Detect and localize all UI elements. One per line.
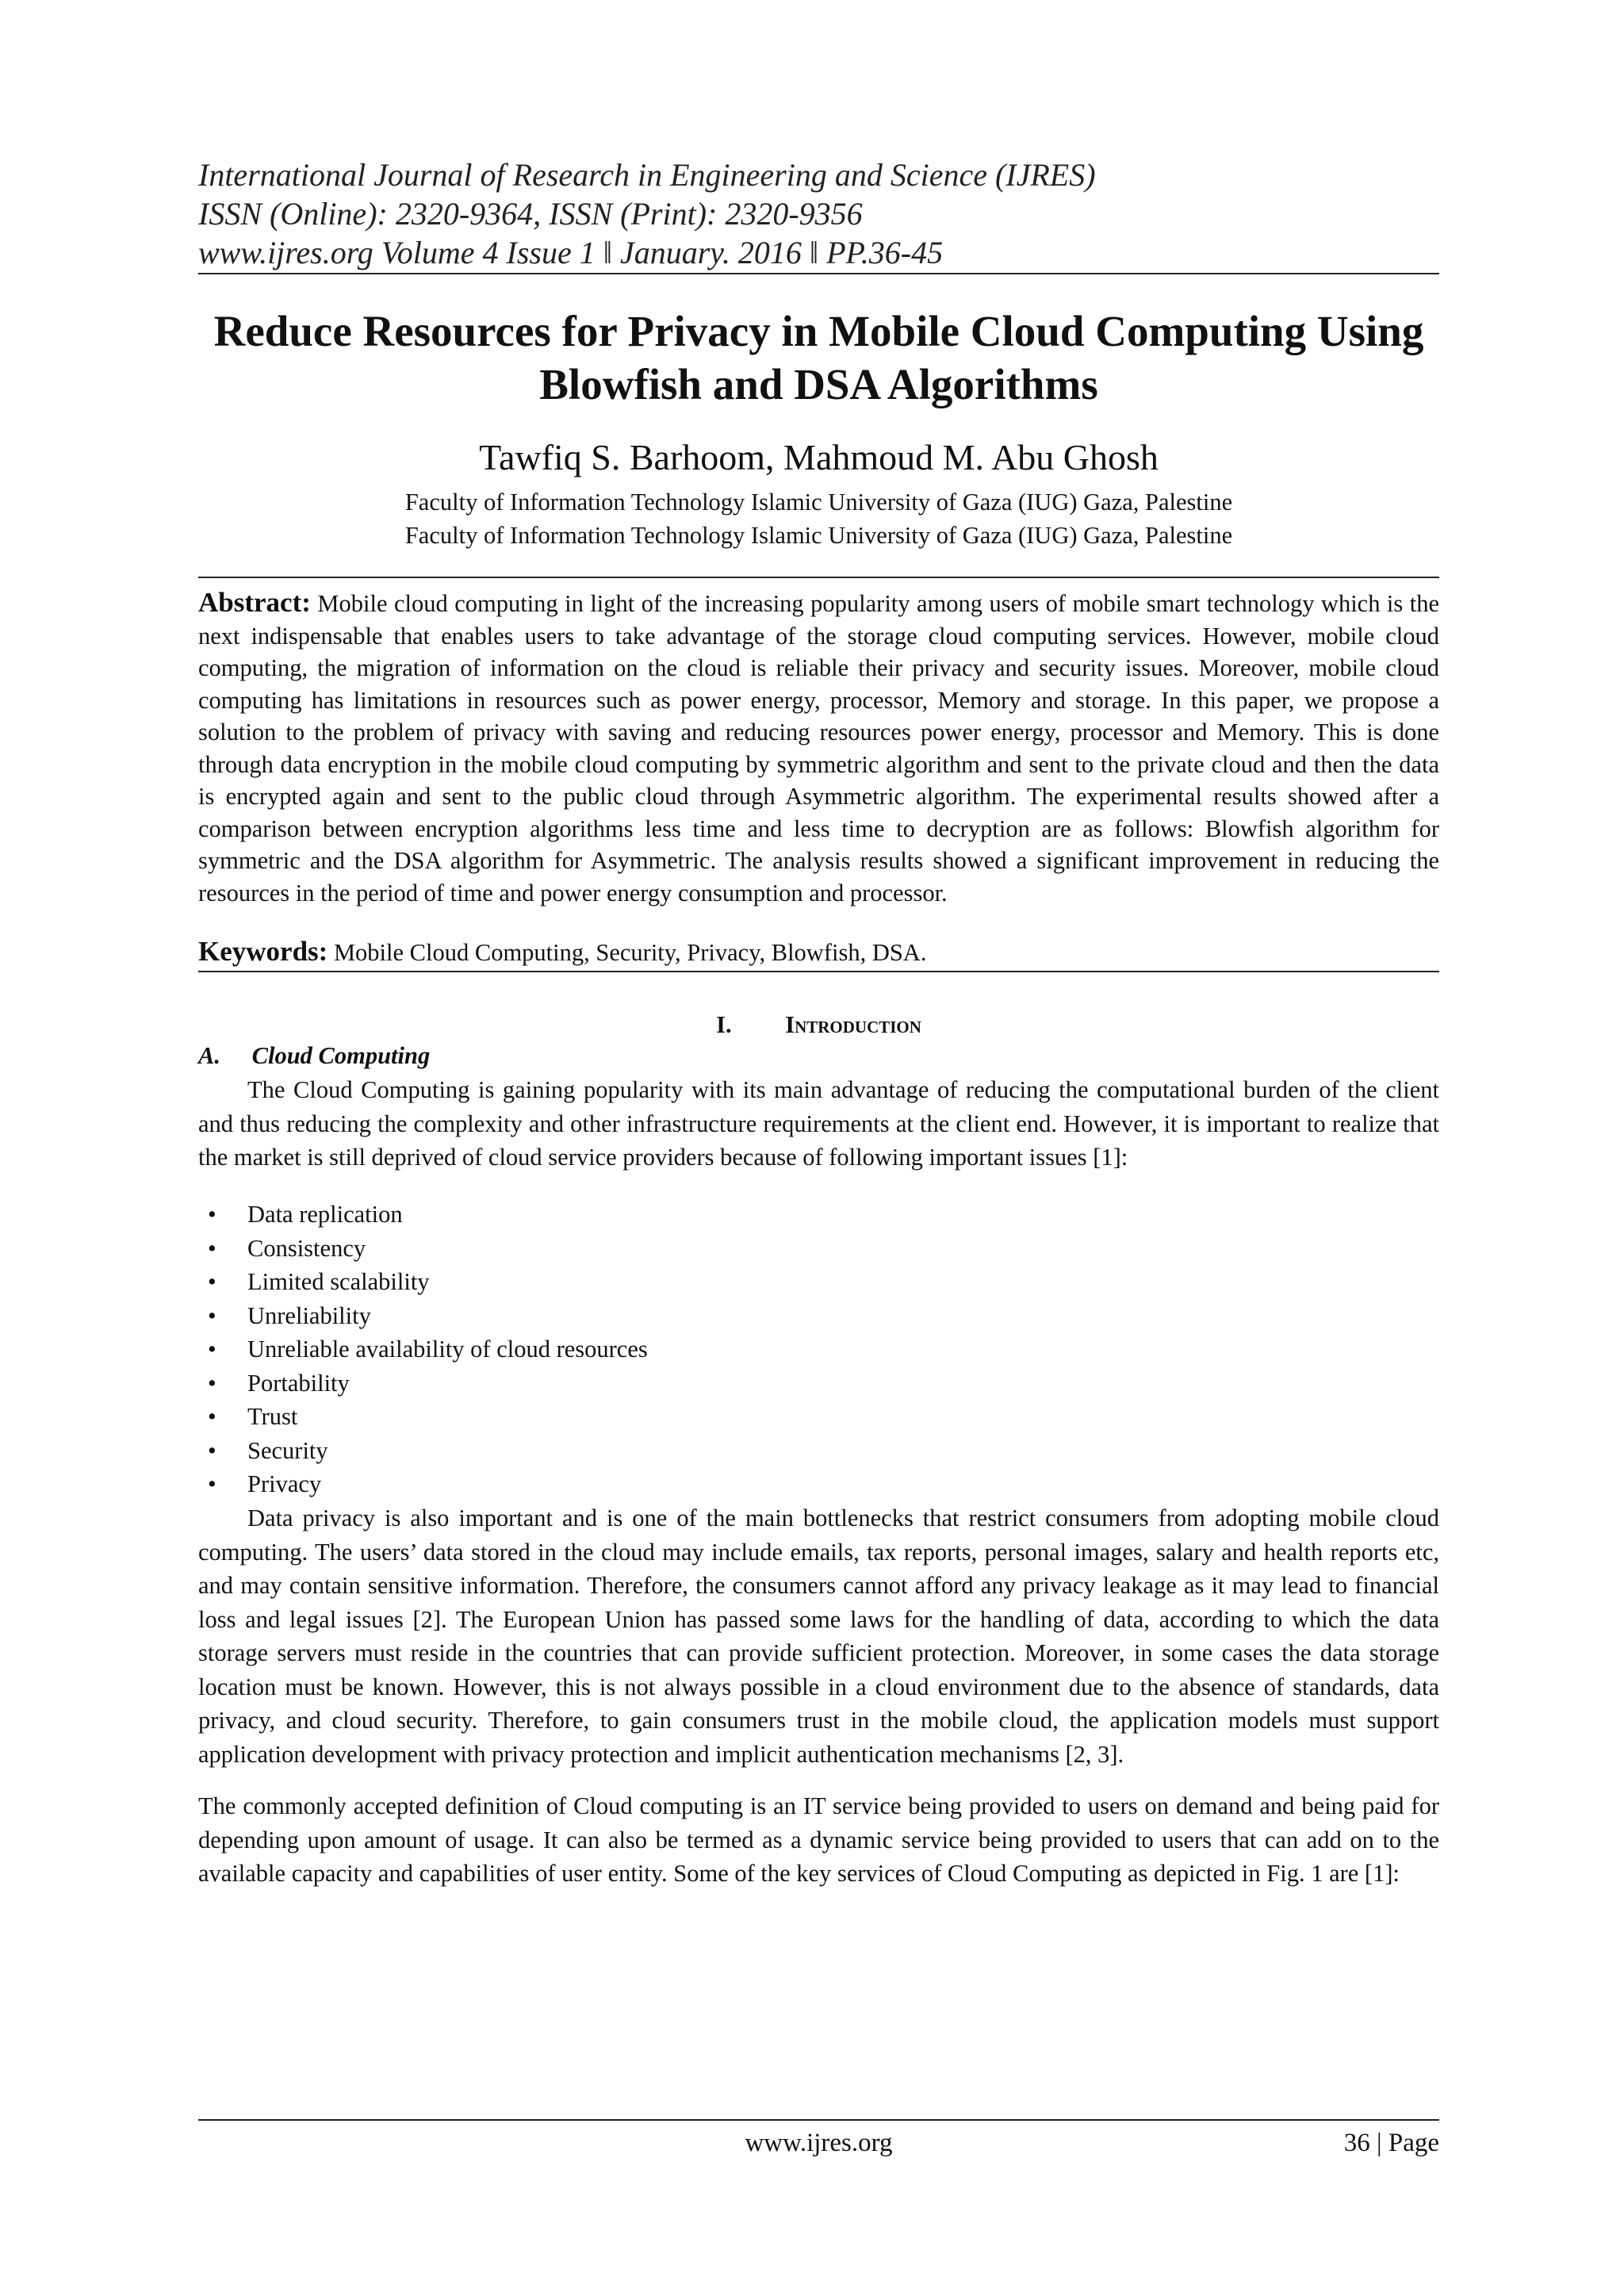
abstract-text: Mobile cloud computing in light of the increasing popularity among users of mobile smart technology which is the next indispensable that enables users to take advantage of the storage cloud computing services. However, mobile cloud computing, the migration of information on the cloud is reliable their privacy and security issues. Moreover, mobile cloud computing has limitations in resources such as power energy, processor, Memory and storage. In this paper, we propose a solution to the problem of privacy with saving and reducing resources power energy, processor and Memory. This is done through data encryption in the mobile cloud computing by symmetric algorithm and sent to the private cloud and then the data is encrypted again and sent to the public cloud through Asymmetric algorithm. The experimental results showed after a comparison between encryption algorithms less time and less time to decryption are as follows: Blowfish algorithm for symmetric and the DSA algorithm for Asymmetric. The analysis results showed a significant improvement in reducing the resources in the period of time and power energy consumption and processor. <box>198 590 1440 907</box>
paper-title-line-1: Reduce Resources for Privacy in Mobile Cloud Computing Using <box>213 307 1424 355</box>
list-item-text: Unreliability <box>247 1301 371 1329</box>
list-item <box>198 1366 1439 1401</box>
affiliation-2: Faculty of Information Technology Islamic University of Gaza (IUG) Gaza, Palestine <box>404 522 1233 549</box>
intro-paragraph-1: The Cloud Computing is gaining popularity with its main advantage of reducing the computational burden of the client and thus reducing the complexity and other infrastructure requirements at the client end. However, it is important to realize that the market is still deprived of cloud service providers because of following important issues [1]: <box>198 1076 1439 1171</box>
bullet-icon: • <box>208 1369 216 1397</box>
subsection-heading <box>198 1040 430 1071</box>
list-item-text: Unreliable availability of cloud resources <box>247 1336 648 1363</box>
keywords-label: Keywords: <box>198 936 328 967</box>
bullet-icon: • <box>208 1301 216 1329</box>
section-heading <box>198 1009 1439 1041</box>
bullet-icon: • <box>208 1268 216 1295</box>
bullet-icon: • <box>208 1336 216 1363</box>
paper-title-line-2: Blowfish and DSA Algorithms <box>539 360 1098 408</box>
affiliation-1: Faculty of Information Technology Islamic University of Gaza (IUG) Gaza, Palestine <box>404 489 1233 516</box>
abstract-bottom-rule <box>198 971 1439 972</box>
header-rule <box>198 273 1439 274</box>
journal-issue: www.ijres.org Volume 4 Issue 1 ǁ January. 2016 ǁ PP.36-45 <box>198 235 944 270</box>
list-item-text: Portability <box>247 1369 350 1397</box>
bullet-icon: • <box>208 1201 216 1228</box>
footer-url: www.ijres.org <box>745 2129 893 2157</box>
list-item <box>198 1332 1439 1366</box>
bullet-icon: • <box>208 1436 216 1464</box>
journal-name: International Journal of Research in Engineering and Science (IJRES) <box>198 157 1096 193</box>
page-number: 36 | Page <box>1343 2129 1439 2157</box>
bullet-icon: • <box>208 1234 216 1262</box>
list-item-text: Data replication <box>247 1201 403 1228</box>
list-item-text: Security <box>247 1436 328 1464</box>
list-item <box>198 1434 1439 1468</box>
issues-list <box>198 1198 1439 1501</box>
list-item-text: Trust <box>247 1403 298 1430</box>
footer-rule <box>198 2119 1439 2121</box>
list-item-text: Consistency <box>247 1234 366 1262</box>
paper-page <box>198 0 1439 2296</box>
list-item <box>198 1467 1439 1501</box>
list-item-text: Limited scalability <box>247 1268 430 1295</box>
list-item-text: Privacy <box>247 1470 322 1497</box>
intro-paragraph-2: Data privacy is also important and is one of the main bottlenecks that restrict consumers from adopting mobile cloud computing. The users’ data stored in the cloud may include emails, tax reports, personal images, salary and health reports etc, and may contain sensitive information. Therefore, the consumers cannot afford any privacy leakage as it may lead to financial loss and legal issues [2]. The European Union has passed some laws for the handling of data, according to which the data storage servers must reside in the countries that can provide sufficient protection. Moreover, in some cases the data storage location must be known. However, this is not always possible in a cloud environment due to the absence of standards, data privacy, and cloud security. Therefore, to gain consumers trust in the mobile cloud, the application models must support application development with privacy protection and implicit authentication mechanisms [2, 3]. <box>198 1504 1439 1768</box>
abstract <box>198 587 1439 909</box>
list-item <box>198 1232 1439 1266</box>
abstract-top-rule <box>198 577 1439 578</box>
subsection-letter: A. <box>198 1042 220 1069</box>
list-item <box>198 1265 1439 1299</box>
journal-header <box>198 155 1439 272</box>
journal-issn: ISSN (Online): 2320-9364, ISSN (Print): 2320-9356 <box>198 196 863 232</box>
author-affiliations <box>198 485 1439 552</box>
section-number: I. <box>716 1011 732 1038</box>
paper-authors: Tawfiq S. Barhoom, Mahmoud M. Abu Ghosh <box>479 437 1159 477</box>
list-item <box>198 1198 1439 1232</box>
intro-paragraph-3: The commonly accepted definition of Cloud computing is an IT service being provided to users on demand and being paid for depending upon amount of usage. It can also be termed as a dynamic service being provided to users that can add on to the available capacity and capabilities of user entity. Some of the key services of Cloud Computing as depicted in Fig. 1 are [1]: <box>198 1792 1439 1887</box>
abstract-label: Abstract: <box>198 587 311 618</box>
section-title: Introduction <box>785 1011 921 1038</box>
keywords <box>198 936 1439 968</box>
bullet-icon: • <box>208 1403 216 1430</box>
list-item <box>198 1400 1439 1434</box>
list-item <box>198 1299 1439 1333</box>
paper-title <box>198 305 1439 411</box>
subsection-title: Cloud Computing <box>251 1042 431 1069</box>
bullet-icon: • <box>208 1470 216 1497</box>
keywords-text: Mobile Cloud Computing, Security, Privacy, Blowfish, DSA. <box>333 939 927 966</box>
